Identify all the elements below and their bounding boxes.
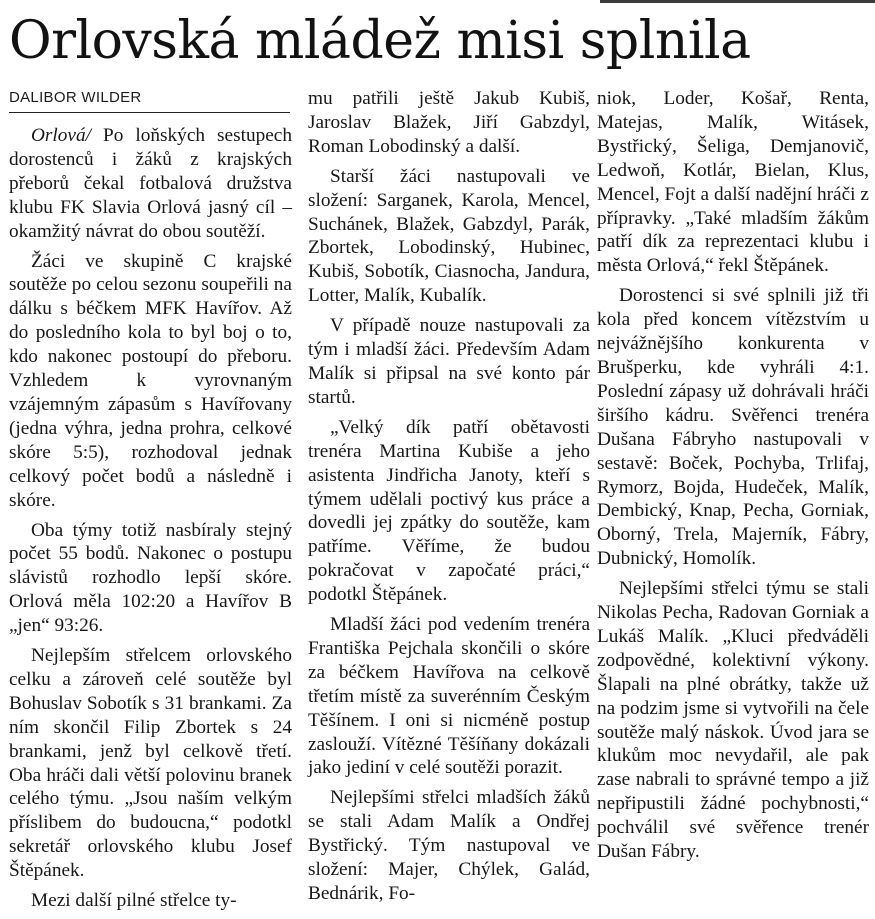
paragraph: V případě nouze nastupovali za tým i mladší žáci. Především Adam Malík si připsal na své konto pár startů.	[308, 315, 590, 408]
paragraph-text: Po loňských sestupech dorostenců i žáků z krajských přeborů čekal fotbalová družstva klubu FK Slavia Orlová jasný cíl – okamžitý návrat do obou soutěží.	[9, 125, 292, 242]
paragraph: Nejlepšími střelci týmu se stali Nikolas Pecha, Radovan Gorniak a Lukáš Malík. „Kluci předváděli zodpovědné, kolektivní výkony. Šlapali na plné obrátky, takže už na podzim jsme si vytvořili na čele soutěže malý náskok. Úvod jara se klukům moc nevydařil, ale pak zase nabrali to správné tempo a již nepřipustili žádné pochybnosti,“ pochválil své svěřence trenér Dušan Fábry.	[597, 578, 869, 863]
top-rule	[600, 0, 875, 3]
byline	[9, 88, 290, 113]
text-column-3	[597, 87, 869, 870]
author-name: DALIBOR WILDER	[9, 89, 142, 106]
dateline-place: Orlová/	[31, 125, 91, 146]
paragraph: Mezi další pilné střelce ty-	[31, 890, 237, 912]
paragraph: Žáci ve skupině C krajské soutěže po celou sezonu soupeřili na dálku s béčkem MFK Havířov. Až do posledního kola to byl boj o to, kdo nakonec postoupí do přeboru. Vzhledem k vyrovnaným vzájemným zápasům s Havířovany (jedna výhra, jedna prohra, celkové skóre 5:5), rozhodoval jednak celkový počet bodů a následně i skóre.	[9, 250, 292, 511]
paragraph	[9, 124, 292, 244]
paragraph: „Velký dík patří obětavosti trenéra Martina Kubiše a jeho asistenta Jindřicha Janoty, kteří s týmem udělali poctivý kus práce a dovedli jej zpátky do soutěže, kam patříme. Věříme, že budou pokračovat v započaté práci,“ podotkl Štěpánek.	[308, 416, 590, 606]
paragraph: Oba týmy totiž nasbíraly stejný počet 55 bodů. Nakonec o postupu slávistů rozhodlo lepší skóre. Orlová měla 102:20 a Havířov B „jen“ 93:26.	[9, 519, 292, 637]
text-column-2	[308, 87, 590, 912]
paragraph: Starší žáci nastupovali ve složení: Sarganek, Karola, Mencel, Suchánek, Blažek, Gabzdyl, Parák, Zbortek, Lobodinský, Hubinec, Kubiš, Sobotík, Ciasnocha, Jandura, Lotter, Malík, Kubalík.	[308, 165, 590, 307]
paragraph: Nejlepšími střelci mladších žáků se stali Adam Malík a Ondřej Bystřický. Tým nastupoval ve složení: Majer, Chýlek, Galád, Bednárik, Fo-	[308, 787, 590, 904]
paragraph: Mladší žáci pod vedením trenéra Františka Pejchala skončili o skóre za béčkem Havířova na celkově třetím místě za suverénním Českým Těšínem. I oni si nicméně postup zaslouží. Vítězné Těšíňany dokázali jako jediní v celé soutěži porazit.	[308, 614, 590, 779]
article-headline: Orlovská mládež misi splnila	[9, 11, 751, 71]
paragraph: niok, Loder, Košař, Renta, Matejas, Malík, Witásek, Bystřický, Šeliga, Demjanovič, Ledwoň, Kotlár, Bielan, Klus, Mencel, Fojt a další nadějní hráči z přípravky. „Také mladším žákům patří dík za reprezentaci klubu i města Orlová,“ řekl Štěpánek.	[597, 88, 869, 277]
paragraph: Dorostenci si své splnili již tři kola před koncem vítězstvím u nejvážnějšího konkurenta v Brušperku, kde vyhráli 4:1. Poslední zápasy už dohrávali hráči širšího kádru. Svěřenci trenéra Dušana Fábryho nastupovali v sestavě: Boček, Pochyba, Trlifaj, Rymorz, Bojda, Hudeček, Malík, Dembický, Knap, Pecha, Gorniak, Oborný, Trela, Majerník, Fábry, Dubnický, Homolík.	[597, 285, 869, 570]
text-column-1	[9, 124, 292, 919]
paragraph: Nejlepším střelcem orlovského celku a zároveň celé soutěže byl Bohuslav Sobotík s 31 brankami. Za ním skončil Filip Zbortek s 24 brankami, jenž byl celkově třetí. Oba hráči dali větší polovinu branek celého týmu. „Jsou naším velkým příslibem do budoucna,“ podotkl sekretář orlovského klubu Josef Štěpánek.	[9, 645, 292, 882]
paragraph: mu patřili ještě Jakub Kubiš, Jaroslav Blažek, Jiří Gabzdyl, Roman Lobodinský a další.	[308, 88, 590, 157]
